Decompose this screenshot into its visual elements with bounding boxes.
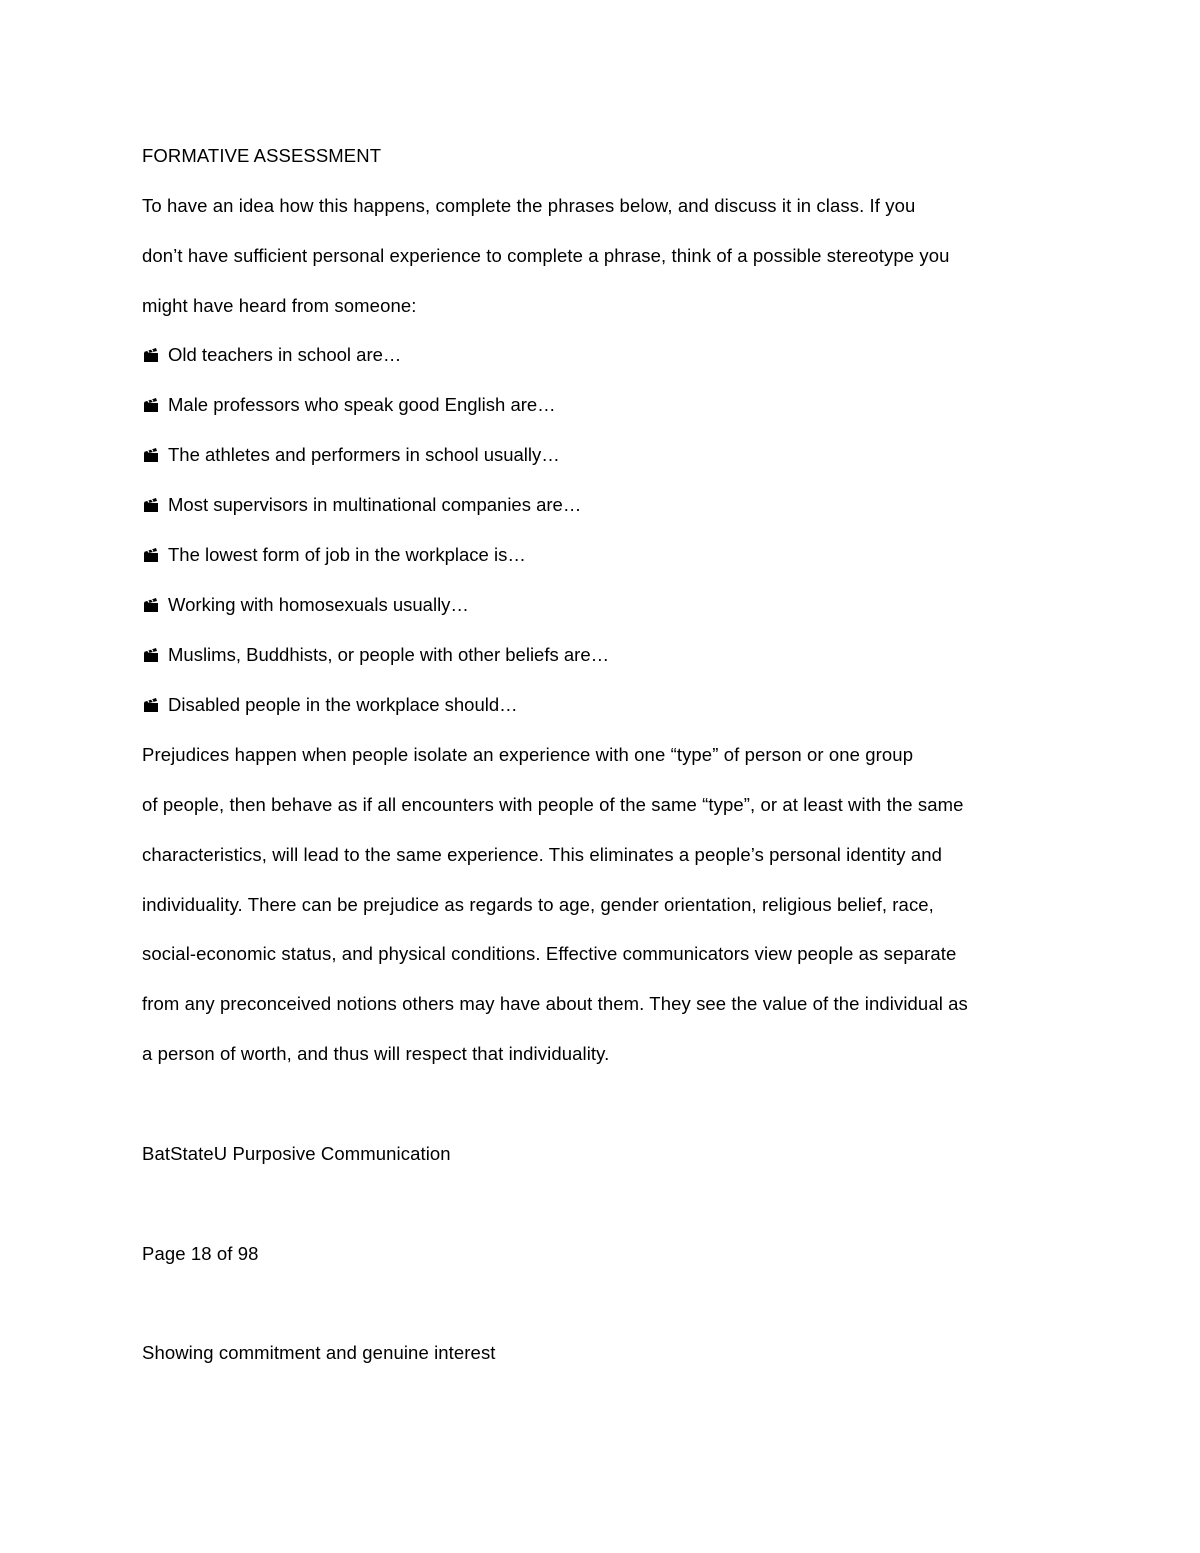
clapperboard-icon bbox=[142, 547, 160, 563]
paragraph-line-4: individuality. There can be prejudice as regards to age, gender orientation, religious belief, race, bbox=[142, 894, 934, 915]
paragraph-line-3: characteristics, will lead to the same experience. This eliminates a people’s personal identity and bbox=[142, 844, 942, 865]
phrase-item bbox=[142, 343, 401, 367]
phrase-text: Most supervisors in multinational companies are… bbox=[168, 494, 582, 515]
phrase-item bbox=[142, 493, 581, 517]
phrase-text: Old teachers in school are… bbox=[168, 344, 402, 365]
phrase-text: The athletes and performers in school usually… bbox=[168, 444, 560, 465]
paragraph-line-2: of people, then behave as if all encounters with people of the same “type”, or at least with the same bbox=[142, 794, 964, 815]
phrase-item bbox=[142, 543, 526, 567]
phrase-item bbox=[142, 443, 560, 467]
clapperboard-icon bbox=[142, 497, 160, 513]
paragraph-line-5: social-economic status, and physical conditions. Effective communicators view people as separate bbox=[142, 943, 957, 964]
phrase-item bbox=[142, 643, 609, 667]
phrase-text: Disabled people in the workplace should… bbox=[168, 694, 518, 715]
paragraph-line-6: from any preconceived notions others may have about them. They see the value of the individual as bbox=[142, 993, 968, 1014]
phrase-item bbox=[142, 593, 469, 617]
phrase-text: Male professors who speak good English are… bbox=[168, 394, 556, 415]
phrase-item bbox=[142, 393, 556, 417]
section-heading: FORMATIVE ASSESSMENT bbox=[142, 145, 382, 166]
clapperboard-icon bbox=[142, 447, 160, 463]
page-number: Page 18 of 98 bbox=[142, 1243, 259, 1264]
clapperboard-icon bbox=[142, 697, 160, 713]
intro-line-3: might have heard from someone: bbox=[142, 295, 417, 316]
paragraph-line-7: a person of worth, and thus will respect that individuality. bbox=[142, 1043, 610, 1064]
clapperboard-icon bbox=[142, 647, 160, 663]
footer-course-title: BatStateU Purposive Communication bbox=[142, 1143, 451, 1164]
clapperboard-icon bbox=[142, 597, 160, 613]
phrase-text: Working with homosexuals usually… bbox=[168, 594, 469, 615]
intro-line-2: don’t have sufficient personal experience to complete a phrase, think of a possible stereotype you bbox=[142, 245, 950, 266]
phrase-item bbox=[142, 693, 518, 717]
phrase-text: Muslims, Buddhists, or people with other beliefs are… bbox=[168, 644, 610, 665]
intro-line-1: To have an idea how this happens, complete the phrases below, and discuss it in class. If you bbox=[142, 195, 916, 216]
clapperboard-icon bbox=[142, 397, 160, 413]
phrase-text: The lowest form of job in the workplace is… bbox=[168, 544, 526, 565]
paragraph-line-1: Prejudices happen when people isolate an experience with one “type” of person or one group bbox=[142, 744, 914, 765]
clapperboard-icon bbox=[142, 347, 160, 363]
next-section-heading: Showing commitment and genuine interest bbox=[142, 1342, 496, 1363]
